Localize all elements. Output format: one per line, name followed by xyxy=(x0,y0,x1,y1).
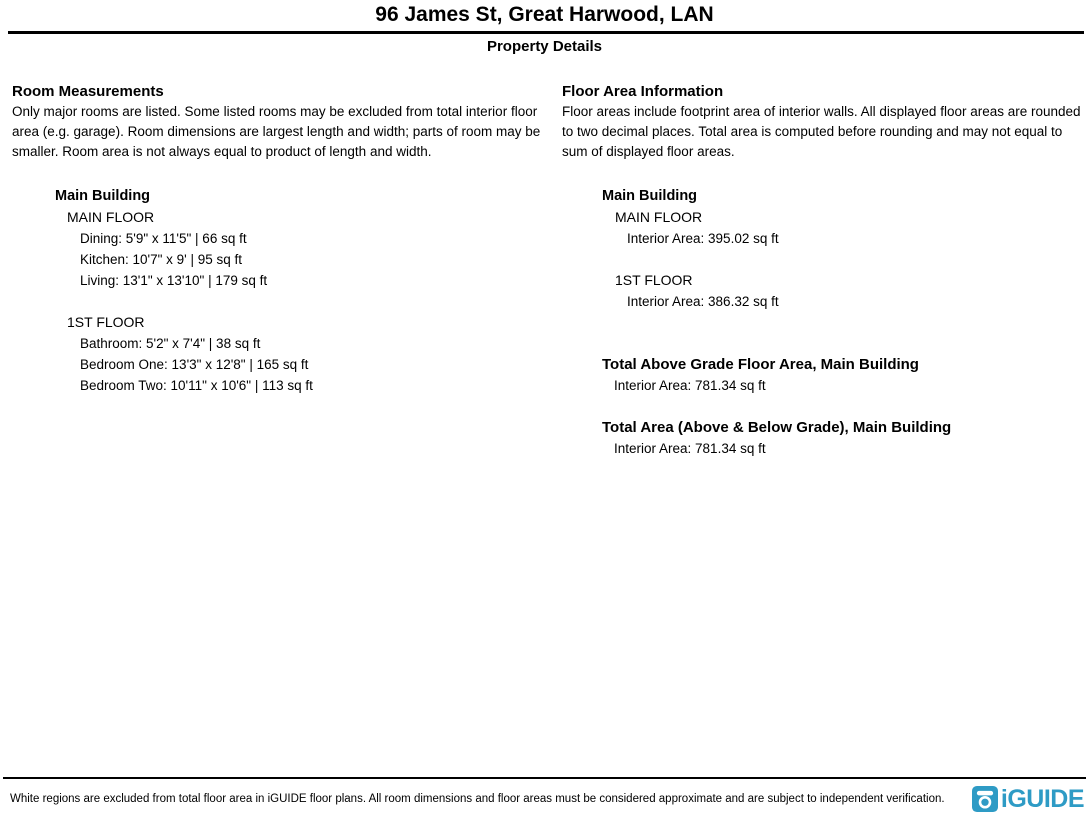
floor-name-main-floor: MAIN FLOOR xyxy=(615,209,703,225)
room-line-bedroom-one: Bedroom One: 13'3" x 12'8" | 165 sq ft xyxy=(80,357,309,372)
spacer xyxy=(562,249,1084,270)
building-name: Main Building xyxy=(55,188,151,204)
room-line-bathroom: Bathroom: 5'2" x 7'4" | 38 sq ft xyxy=(80,336,261,351)
footer-disclaimer: White regions are excluded from total floor area in iGUIDE floor plans. All room dimensions and floor areas must be considered approximate and are subject to independent verification. xyxy=(10,793,945,805)
iguide-logo xyxy=(972,786,1084,812)
spacer xyxy=(562,396,1084,417)
floor-area-heading: Floor Area Information xyxy=(562,83,724,100)
header-divider xyxy=(8,31,1084,34)
room-measurements-main-building xyxy=(12,186,544,396)
room-measurements-description: Only major rooms are listed. Some listed rooms may be excluded from total interior floor area (e.g. garage). Room dimensions are largest length and width; parts of room may be smaller. Room area is not always equal to product of length and width. xyxy=(12,104,541,159)
interior-area-main-floor: Interior Area: 395.02 sq ft xyxy=(627,231,779,246)
spacer xyxy=(12,291,544,312)
iguide-camera-icon xyxy=(972,786,998,812)
floor-name-main-floor: MAIN FLOOR xyxy=(67,209,155,225)
floor-name-1st-floor: 1ST FLOOR xyxy=(615,272,693,288)
page-subtitle: Property Details xyxy=(486,38,603,55)
page-title: 96 James St, Great Harwood, LAN xyxy=(375,3,714,26)
footer xyxy=(0,779,1089,823)
floor-area-description: Floor areas include footprint area of interior walls. All displayed floor areas are rounded to two decimal places. Total area is computed before rounding and may not equal to sum of displayed floor areas. xyxy=(562,104,1081,159)
iguide-logo-text: iGUIDE xyxy=(1000,785,1084,813)
total-above-grade-value: Interior Area: 781.34 sq ft xyxy=(614,378,766,393)
building-name: Main Building xyxy=(602,188,698,204)
room-line-dining: Dining: 5'9" x 11'5" | 66 sq ft xyxy=(80,231,247,246)
room-measurements-section xyxy=(12,81,544,396)
floor-name-1st-floor: 1ST FLOOR xyxy=(67,314,145,330)
floor-area-information-section xyxy=(562,81,1084,459)
spacer xyxy=(562,312,1084,354)
room-line-kitchen: Kitchen: 10'7" x 9' | 95 sq ft xyxy=(80,252,243,267)
total-area-heading: Total Area (Above & Below Grade), Main Building xyxy=(602,419,952,436)
total-area-value: Interior Area: 781.34 sq ft xyxy=(614,441,766,456)
floor-area-main-building xyxy=(562,186,1084,459)
interior-area-1st-floor: Interior Area: 386.32 sq ft xyxy=(627,294,779,309)
room-line-living: Living: 13'1" x 13'10" | 179 sq ft xyxy=(80,273,268,288)
total-above-grade-heading: Total Above Grade Floor Area, Main Building xyxy=(602,356,919,373)
room-line-bedroom-two: Bedroom Two: 10'11" x 10'6" | 113 sq ft xyxy=(80,378,313,393)
room-measurements-heading: Room Measurements xyxy=(12,83,164,100)
